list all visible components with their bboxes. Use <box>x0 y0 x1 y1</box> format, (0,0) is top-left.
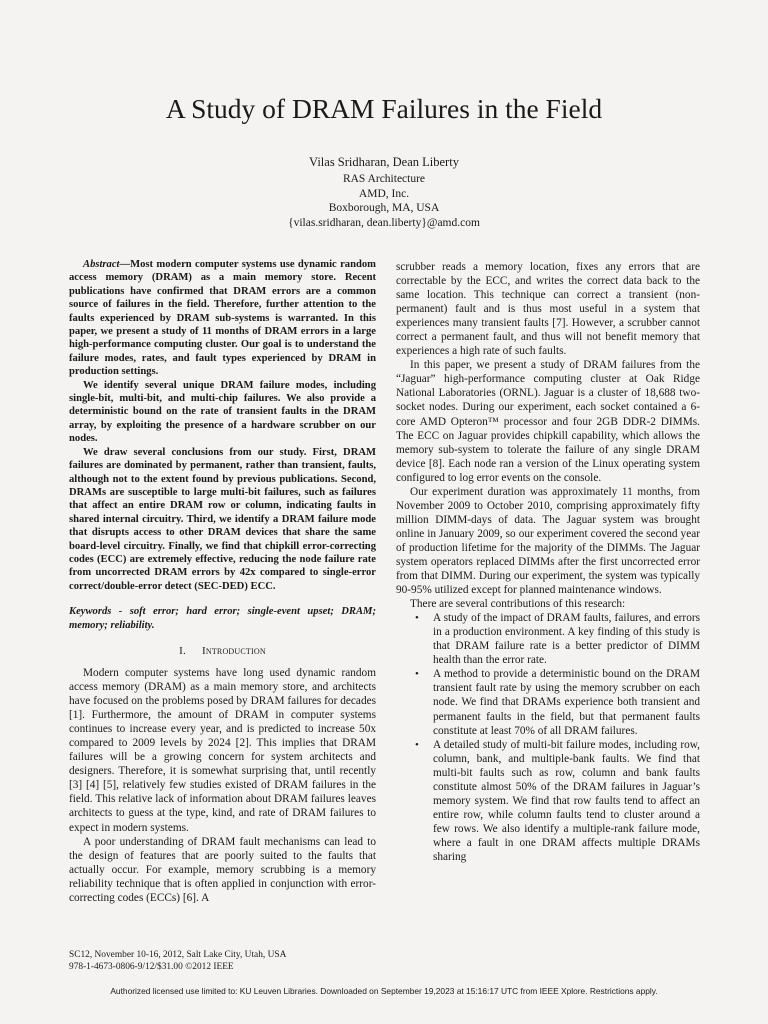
right-column <box>396 260 700 864</box>
contributions-list <box>396 611 700 864</box>
abstract-dash: — <box>119 259 131 270</box>
left-column <box>69 258 376 905</box>
contribution-text: A detailed study of multi-bit failure modes, including row, column, bank, and multiple-bank faults. We find that multi-bit faults such as row, column and bank faults constitute almost 50% of the DRAM failures in Jaguar’s memory system. We find that row faults tend to affect an entire row, while column faults tend to cluster around a few rows. We also identify a multiple-rank failure mode, where a fault in one DRAM affects multiple DRAMs sharing <box>433 738 700 863</box>
duration-paragraph: Our experiment duration was approximately 11 months, from November 2009 to October 2010, comprising approximately fifty million DIMM-days of data. The Jaguar system was brought online in January 2009, so our experiment covered the second year of production lifetime for the majority of the DIMMs. The Jaguar system operators replaced DIMMs after the first uncorrected error from that DIMM. During our experiment, the system was typically 90-95% utilized except for planned maintenance windows. <box>396 485 700 597</box>
abstract <box>69 258 376 593</box>
affiliation-block <box>0 172 768 230</box>
conference-info: SC12, November 10-16, 2012, Salt Lake City, Utah, USA <box>69 950 287 960</box>
section-title: Introduction <box>201 644 266 657</box>
abstract-paragraph-3: We draw several conclusions from our study. First, DRAM failures are dominated by permanent, rather than transient, faults, although not to the extent found by previous publications. Second, DRAMs are susceptible to large multi-bit failures, such as failures that affect an entire DRAM row or column, indicating faults in shared internal circuitry. Third, we identify a DRAM failure mode that disrupts access to other DRAM devices that share the same board-level circuitry. Finally, we find that chipkill error-correcting codes (ECC) are extremely effective, reducing the node failure rate from uncorrected DRAM errors by 42x compared to single-error correct/double-error detect (SEC-DED) ECC. <box>69 446 376 592</box>
intro-paragraph-2: A poor understanding of DRAM fault mechanisms can lead to the design of features that are poorly suited to the faults that actually occur. For example, memory scrubbing is a memory reliability technique that is often applied in conjunction with error-correcting codes (ECCs) [6]. A <box>69 835 376 904</box>
bullet-icon: • <box>415 612 419 625</box>
bullet-icon: • <box>415 738 419 751</box>
jaguar-paragraph: In this paper, we present a study of DRAM failures from the “Jaguar” high-performance computing cluster at Oak Ridge National Laboratories (ORNL). Jaguar is a cluster of 18,688 two-socket nodes. During our experiment, each socket contained a 6-core AMD Opteron™ processor and four 2GB DDR-2 DIMMs. The ECC on Jaguar provides chipkill capability, which allows the memory sub-system to tolerate the failure of any single DRAM device [8]. Each node ran a version of the Linux operating system configured to log error events on the console. <box>396 359 700 484</box>
abstract-paragraph-1 <box>69 258 376 379</box>
author-names: Vilas Sridharan, Dean Liberty <box>309 155 459 169</box>
abstract-text-1: Most modern computer systems use dynamic random access memory (DRAM) as a main memory store. Recent publications have confirmed that DRAM errors are a common source of failures in the field. Therefore, further attention to the faults experienced by DRAM sub-systems is warranted. In this paper, we present a study of 11 months of DRAM errors in a large high-performance computing cluster. Our goal is to understand the failure modes, rates, and fault types experienced by DRAM in production settings. <box>69 259 376 378</box>
isbn-copyright: 978-1-4673-0806-9/12/$31.00 ©2012 IEEE <box>69 962 234 972</box>
keywords: Keywords - soft error; hard error; single-event upset; DRAM; memory; reliability. <box>69 606 376 631</box>
list-item <box>396 667 700 737</box>
author-emails: {vilas.sridharan, dean.liberty}@amd.com <box>288 216 480 229</box>
contributions-intro: There are several contributions of this research: <box>410 598 626 611</box>
list-item <box>396 738 700 864</box>
contribution-text: A method to provide a deterministic bound on the DRAM transient fault rate by using the memory scrubber on each node. We find that DRAMs experience both transient and permanent faults in the field, but that permanent faults constitute at least 70% of all DRAM failures. <box>433 668 700 737</box>
abstract-paragraph-2: We identify several unique DRAM failure modes, including single-bit, multi-bit, and multi-chip failures. We also provide a deterministic bound on the rate of transient faults in the DRAM array, by exploiting the presence of a hardware scrubber on our nodes. <box>69 379 376 445</box>
affiliation-department: RAS Architecture <box>342 173 426 185</box>
section-number: I. <box>179 644 186 657</box>
abstract-label: Abstract <box>83 259 120 270</box>
paper-title: A Study of DRAM Failures in the Field <box>165 93 603 124</box>
contribution-text: A study of the impact of DRAM faults, failures, and errors in a production environment. A key finding of this study is that DRAM failure rate is a better predictor of DIMM health than the error rate. <box>433 612 700 667</box>
list-item <box>396 611 700 667</box>
conference-footnote <box>69 949 286 973</box>
section-heading-introduction <box>69 644 376 658</box>
affiliation-company: AMD, Inc. <box>358 187 410 200</box>
license-notice: Authorized licensed use limited to: KU Leuven Libraries. Downloaded on September 19,2023 at 15:16:17 UTC from IEEE Xplore. Restrictions apply. <box>110 986 658 996</box>
scrubber-paragraph: scrubber reads a memory location, fixes any errors that are correctable by the ECC, and writes the correct data back to the same location. This technique can correct a transient (non-permanent) fault and is thus most useful in a system that experiences many transient faults [7]. However, a scrubber cannot correct a permanent fault, and thus will not benefit memory that experiences a high rate of such faults. <box>396 261 700 358</box>
intro-paragraph-1: Modern computer systems have long used dynamic random access memory (DRAM) as a main memory store, and architects have focused on the problems posed by DRAM failures for decades [1]. Furthermore, the amount of DRAM in computer systems continues to increase every year, and is predicted to increase 50x compared to 2009 levels by 2024 [2]. This implies that DRAM failures will be a growing concern for system architects and designers. Therefore, it is somewhat surprising that, until recently [3] [4] [5], relatively few studies existed of DRAM failures in the field. This relative lack of information about DRAM failures leaves architects to guess at the type, kind, and rate of DRAM failures to expect in modern systems. <box>69 667 376 834</box>
bullet-icon: • <box>415 668 419 681</box>
affiliation-location: Boxborough, MA, USA <box>328 202 440 214</box>
